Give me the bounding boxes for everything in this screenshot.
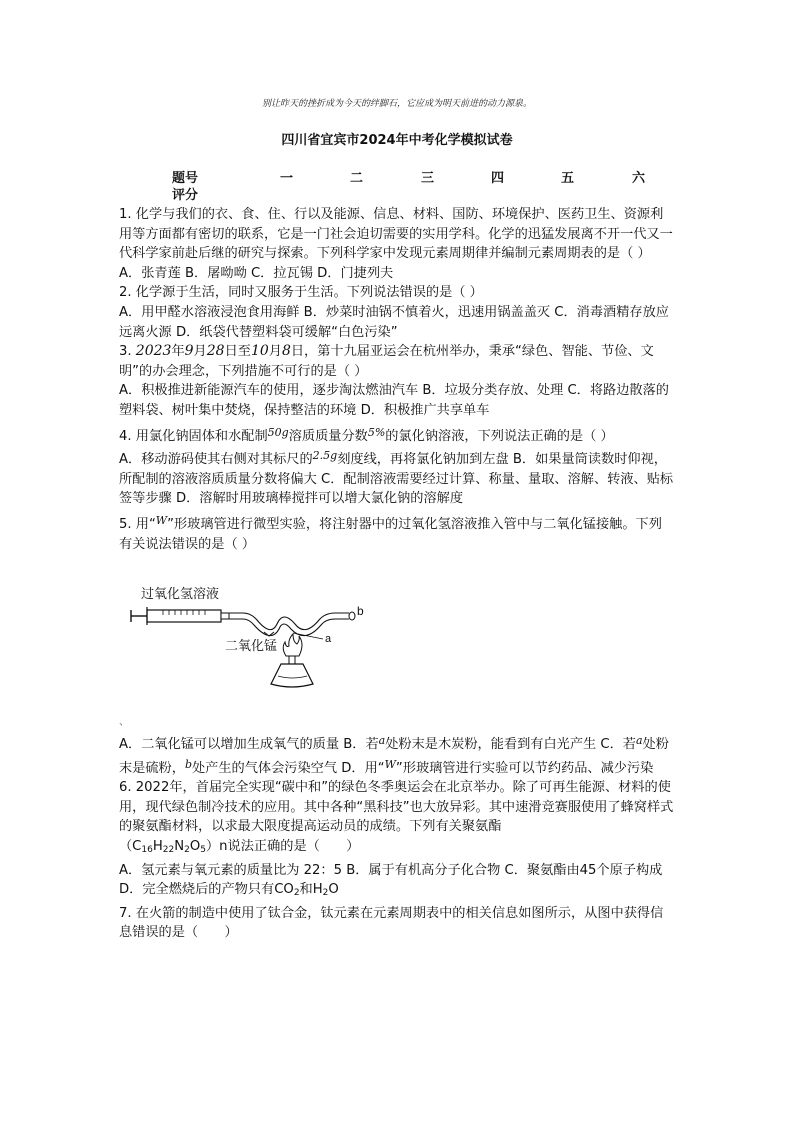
- q3-day2: 8: [281, 343, 291, 360]
- label-b: b: [357, 604, 364, 619]
- questions: [119, 205, 674, 943]
- q2-options: A．用甲醛水溶液浸泡食用海鲜 B．炒菜时油锅不慎着火，迅速用锅盖盖灭 C．消毒酒精存放应远离火源 D．纸袋代替塑料袋可缓解“白色污染”: [119, 304, 669, 340]
- column-2: 二: [350, 171, 364, 186]
- q1-stem: 1. 化学与我们的衣、食、住、行以及能源、信息、材料、国防、环境保护、医药卫生、资源利用等方面都有密切的联系，它是一门社会迫切需要的实用学科。化学的迅猛发展离不开一代又一代科学家前赴后继的研究与探索。下列科学家中发现元素周期律并编制元素周期表的是（ ）: [119, 207, 673, 262]
- column-1: 一: [280, 171, 294, 186]
- column-6: 六: [632, 171, 646, 186]
- score-row: [172, 184, 672, 204]
- q7-stem: 7. 在火箭的制造中使用了钛合金，钛元素在元素周期表中的相关信息如图所示，从图中获得信息错误的是（ ）: [119, 905, 664, 941]
- q5-w: W: [155, 513, 168, 527]
- stray-mark: 、: [119, 717, 129, 729]
- label-h2o2-solution: 过氧化氢溶液: [141, 586, 220, 602]
- q3-month2: 10: [250, 343, 269, 360]
- question-number-label: 题号: [172, 171, 199, 186]
- column-4: 四: [491, 171, 505, 186]
- q4-options: A．移动游码使其右侧对其标尺的$^{2.5g}$刻度线，再将氯化钠加到左盘 B．如果量筒读数时仰视，所配制的溶液溶质质量分数将偏大 C．配制溶液需要经过计算、称量、量取、溶解、转液、贴标签等步骤 D．溶解时用玻璃棒搅拌可以增大氯化钠的溶解度: [119, 449, 674, 507]
- score-table: [172, 167, 672, 204]
- q5-options: A．二氧化锰可以增加生成氧气的质量 B．若$^a$处粉末是木炭粉，能看到有白光产生 C．若$^a$处粉末是硫粉，$^b$处产生的气体会污染空气 D．用“$^W$”形玻璃管进行实验可以节约药品、减少污染: [119, 734, 669, 776]
- column-5: 五: [561, 171, 575, 186]
- q4-mass2: 2.5g: [312, 449, 338, 463]
- label-a: a: [325, 633, 332, 646]
- q4-percent: 5%: [367, 425, 386, 439]
- q5-a2: a: [635, 734, 643, 748]
- lamp-wick: [289, 656, 295, 664]
- q3-stem: 3. 2023年9月28日至10月8日，第十九届亚运会在杭州举办，秉承“绿色、智能、节俭、文明”的办会理念，下列措施不可行的是（ ）: [119, 343, 654, 379]
- w-tube-diagram: [123, 584, 363, 699]
- q3-options: A．积极推进新能源汽车的使用，逐步淘汰燃油汽车 B．垃圾分类存放、处理 C．将路边散落的塑料袋、树叶集中焚烧，保持整洁的环境 D．积极推广共享单车: [119, 383, 669, 418]
- label-mno2: 二氧化锰: [225, 638, 278, 654]
- q4-stem: 4. 用氯化钠固体和水配制$^{50g}$溶质质量分数$^{5\%}$的氯化钠溶液，下列说法正确的是（ ）: [119, 425, 614, 444]
- syringe-barrel: [147, 610, 221, 622]
- alcohol-lamp: [271, 664, 313, 687]
- q1-options: A．张青莲 B．屠呦呦 C．拉瓦锡 D．门捷列夫: [119, 265, 394, 281]
- q5-a1: a: [378, 734, 386, 748]
- q3-month1: 9: [184, 343, 194, 360]
- q4-mass: 50g: [267, 425, 289, 439]
- q6-stem: 6. 2022年，首届完全实现“碳中和”的绿色冬季奥运会在北京举办。除了可再生能源、材料的使用，现代绿色制冷技术的应用。其中各种“黑科技”也大放异彩。其中速滑竞赛服使用了蜂窝样式的聚氨酯材料，以求最大限度提高运动员的成绩。下列有关聚氨酯: [119, 780, 674, 835]
- w-tube-apparatus: [123, 584, 363, 699]
- q5-b1: b: [184, 757, 192, 771]
- q3-day1: 28: [206, 343, 225, 360]
- syringe-tip: [221, 613, 229, 619]
- motto: 别让昨天的挫折成为今天的绊脚石，它应成为明天前进的动力源泉。: [261, 99, 532, 109]
- q3-year: 2023: [135, 343, 172, 360]
- q5-w2: W: [384, 757, 396, 771]
- q6-formula-line: $(C_{16}H_{22}N_2O_5)n$说法正确的是（ ）: [119, 839, 360, 856]
- flame: [283, 634, 302, 656]
- q5-stem: 5. 用“$^W$”形玻璃管进行微型实验，将注射器中的过氧化氢溶液推入管中与二氧化锰接触。下列有关说法错误的是（ ）: [119, 513, 662, 552]
- q6-options: A．氢元素与氧元素的质量比为 22：5 B．属于有机高分子化合物 C．聚氨酯由45个原子构成 D．完全燃烧后的产物只有$CO_2$和$H_2O$: [119, 862, 663, 899]
- column-3: 三: [421, 171, 435, 186]
- score-label: 评分: [172, 188, 199, 203]
- exam-title: 四川省宜宾市2024年中考化学模拟试卷: [281, 133, 513, 148]
- q2-stem: 2. 化学源于生活，同时又服务于生活。下列说法错误的是（ ）: [119, 285, 483, 301]
